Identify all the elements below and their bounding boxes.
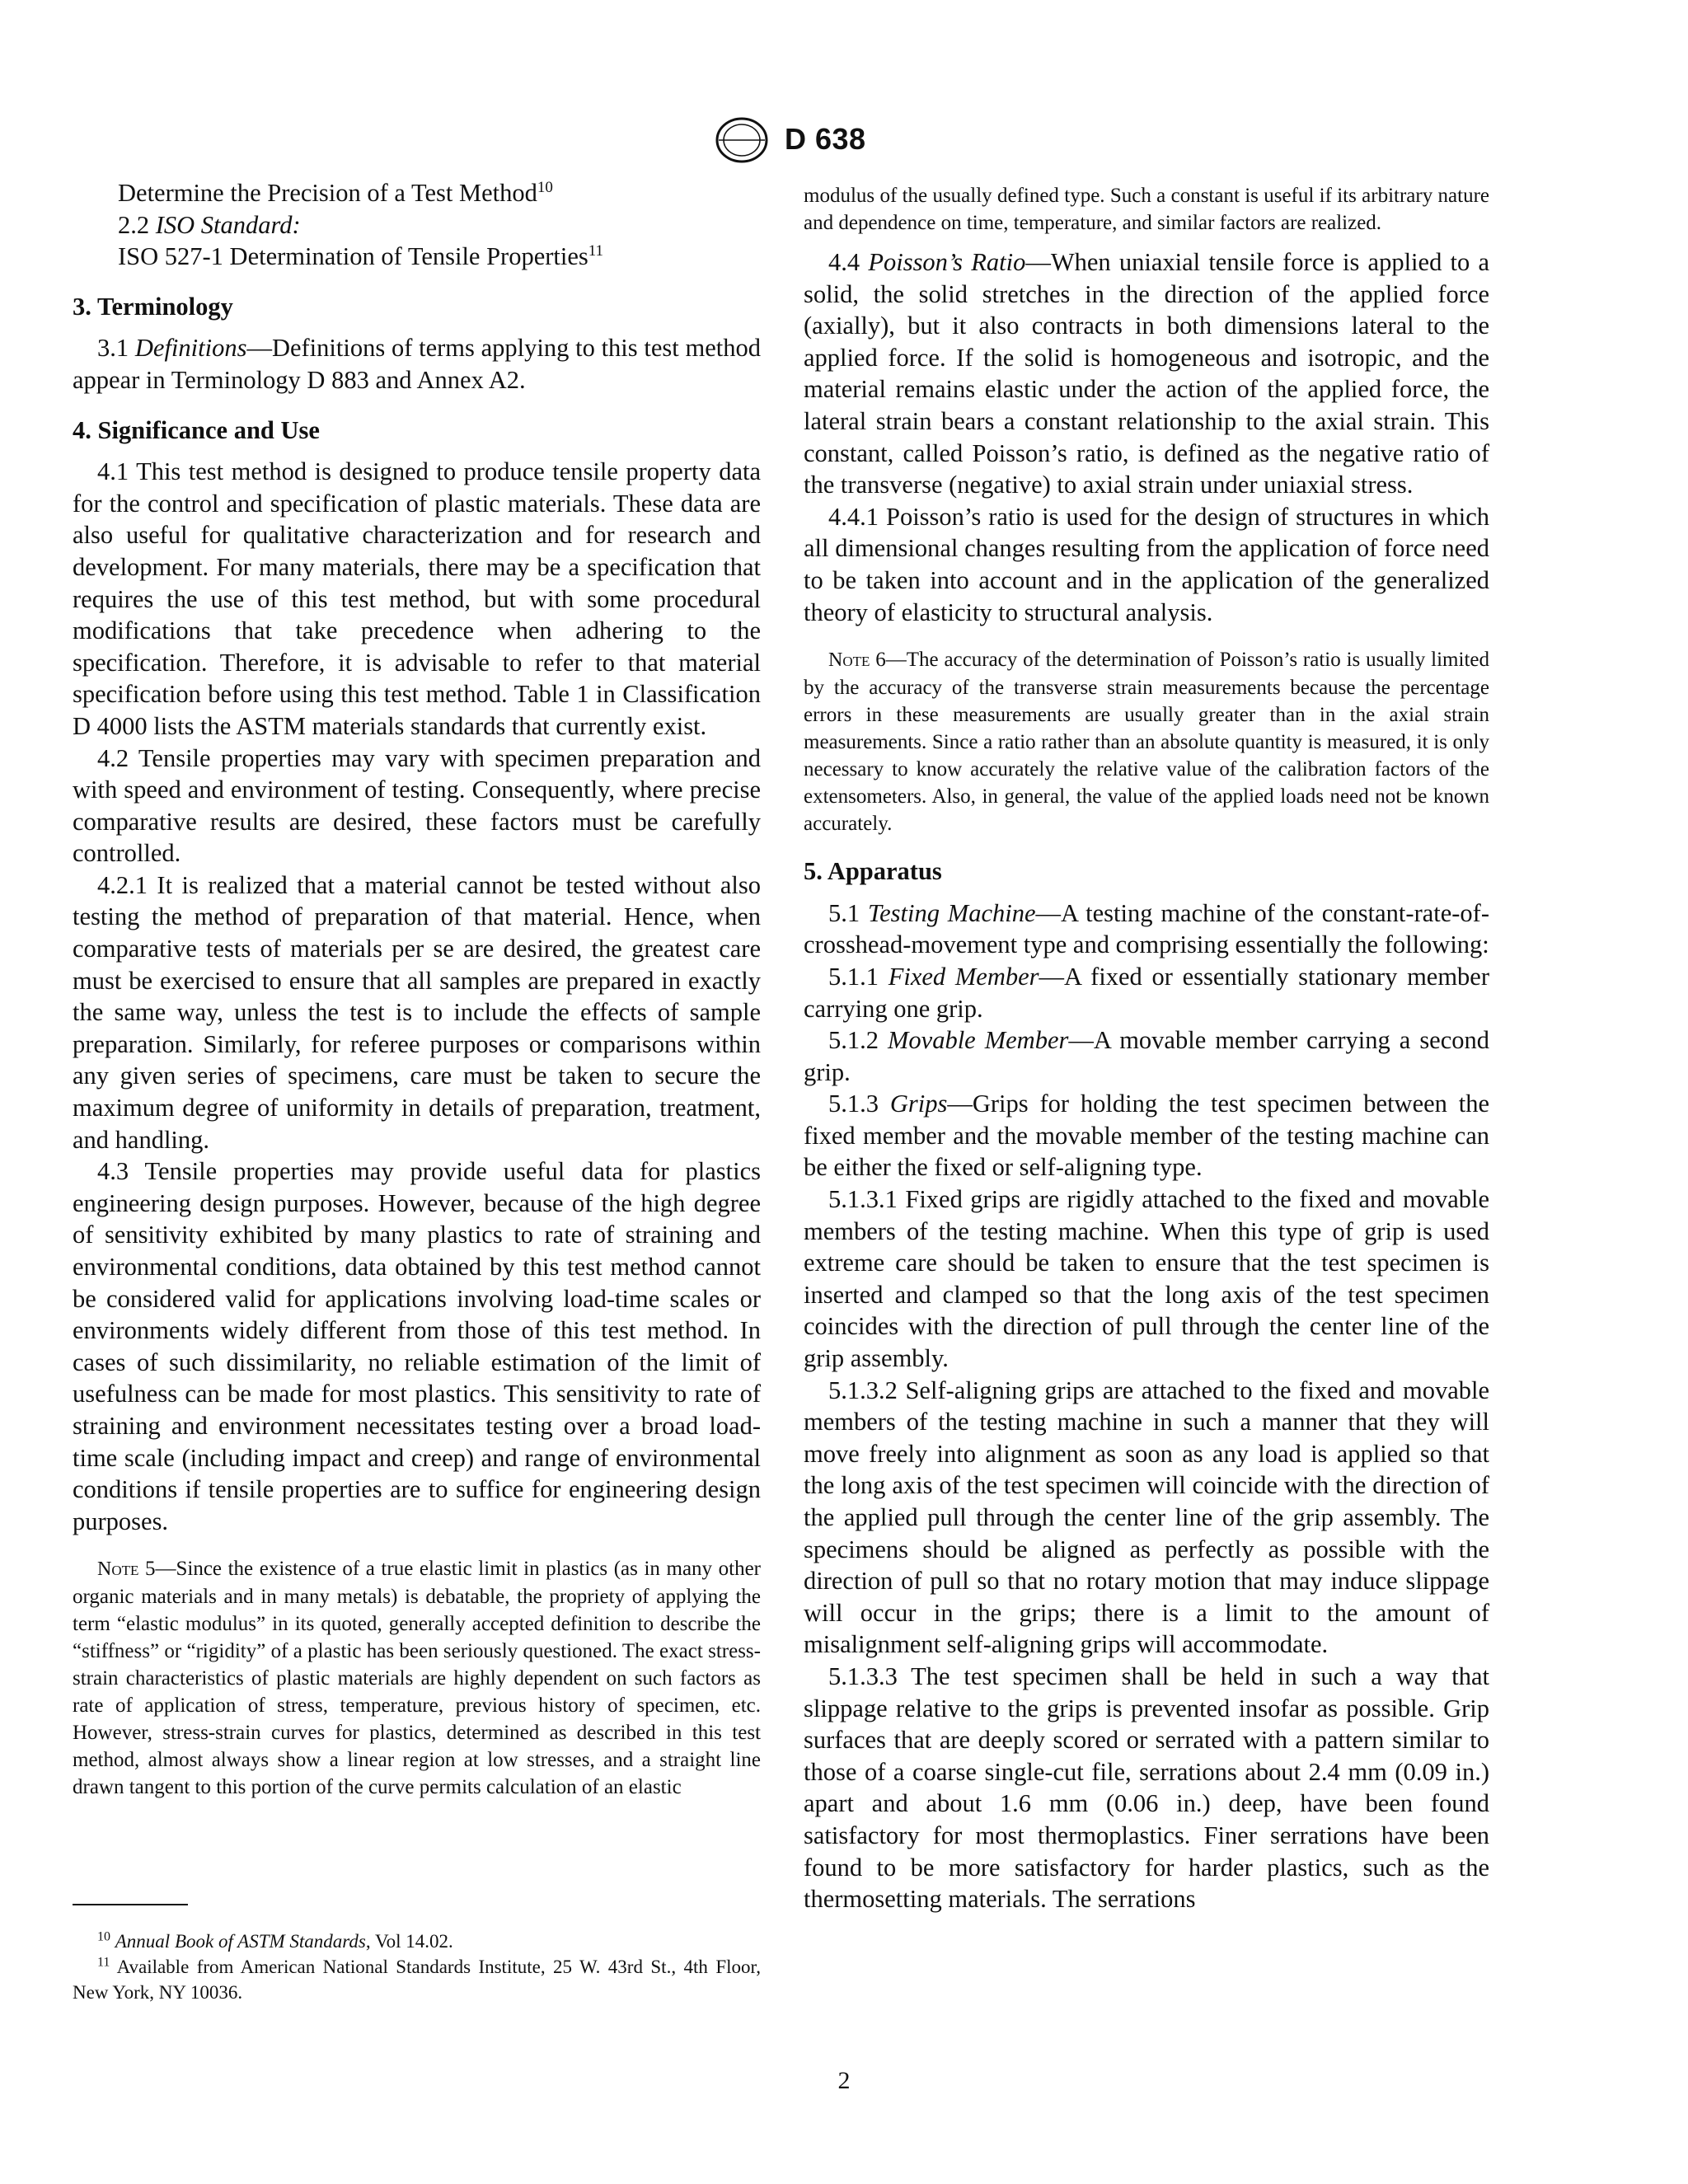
paragraph-4-4: 4.4 Poisson’s Ratio—When uniaxial tensile force is applied to a solid, the solid stretches in the direction of the applied force (axially), but it also contracts in both dimensions lateral to the applied force. If the solid is homogeneous and isotropic, and the material remains elastic under the action of the applied force, the lateral strain bears a constant relationship to the axial strain. This constant, called Poisson’s ratio, is defined as the negative ratio of the transverse (negative) to axial strain under uniaxial stress.: [804, 248, 1490, 499]
page-header: [709, 115, 907, 165]
note-5: Note 5—Since the existence of a true elastic limit in plastics (as in many other organic materials and in many metals) is debatable, the propriety of applying the term “elastic modulus” in its quoted, generally accepted definition to describe the “stiffness” or “rigidity” of a plastic has been seriously questioned. The exact stress-strain characteristics of plastic materials are highly dependent on such factors as rate of application of stress, temperature, previous history of specimen, etc. However, stress-strain curves for plastics, determined as described in this test method, almost always show a linear region at low stresses, and a straight line drawn tangent to this portion of the curve permits calculation of an elastic: [73, 1558, 761, 1799]
iso-standard-heading: 2.2 ISO Standard:: [118, 210, 301, 239]
paragraph-5-1-3-3: 5.1.3.3 The test specimen shall be held in such a way that slippage relative to the grips is prevented insofar as possible. Grip surfaces that are deeply scored or serrated with a pattern similar to those of a coarse single-cut file, serrations about 2.4 mm (0.09 in.) apart and about 1.6 mm (0.06 in.) deep, have been found satisfactory for most thermoplastics. Finer serrations have been found to be more satisfactory for harder plastics, such as the thermosetting materials. The serrations: [804, 1661, 1489, 1914]
section-4-heading: 4. Significance and Use: [73, 415, 320, 444]
iso-527-reference: ISO 527-1 Determination of Tensile Properties$^{11}$: [118, 242, 604, 271]
footnote-10: $^{10}$ Annual Book of ASTM Standards, Vol 14.02.: [97, 1929, 453, 1952]
paragraph-5-1-3: 5.1.3 Grips—Grips for holding the test specimen between the fixed member and the movable member of the testing machine can be either the fixed or self-aligning type.: [804, 1090, 1489, 1182]
paragraph-5-1-3-2: 5.1.3.2 Self-aligning grips are attached to the fixed and movable members of the testing machine in such a manner that they will move freely into alignment as soon as any load is applied so that the long axis of the test specimen will coincide with the direction of the applied pull through the center line of the grip assembly. The specimens should be aligned as perfectly as possible with the direction of pull so that no rotary motion that may induce slippage will occur in the grips; there is a limit to the amount of misalignment self-aligning grips will accommodate.: [804, 1376, 1489, 1659]
left-column: [73, 177, 761, 1801]
document-designation: D 638: [785, 122, 866, 156]
paragraph-4-4-1: 4.4.1 Poisson’s ratio is used for the design of structures in which all dimensional changes resulting from the application of force need to be taken into account and in the application of the generalized theory of elasticity to structural analysis.: [804, 502, 1489, 626]
footnote-rule: [73, 1904, 188, 1905]
paragraph-5-1: 5.1 Testing Machine—A testing machine of the constant-rate-of-crosshead-movement type and comprising essentially the following:: [804, 898, 1489, 959]
right-column: [804, 183, 1489, 1915]
footnote-11: $^{11}$ Available from American National Standards Institute, 25 W. 43rd St., 4th Floor, New York, NY 10036.: [73, 1955, 761, 2003]
section-3-heading: 3. Terminology: [73, 292, 233, 321]
reference-continued: Determine the Precision of a Test Method$^{10}$: [118, 178, 553, 207]
section-5-heading: 5. Apparatus: [804, 857, 942, 886]
paragraph-3-1: 3.1 Definitions—Definitions of terms applying to this test method appear in Terminology D 883 and Annex A2.: [73, 334, 761, 394]
note-6: Note 6—The accuracy of the determination of Poisson’s ratio is usually limited by the accuracy of the transverse strain measurements because the percentage errors in these measurements are usually greater than in the axial strain measurements. Since a ratio rather than an absolute quantity is measured, it is only necessary to know accurately the relative value of the calibration factors of the extensometers. Also, in general, the value of the applied loads need not be known accurately.: [804, 649, 1489, 836]
paragraph-5-1-2: 5.1.2 Movable Member—A movable member carrying a second grip.: [804, 1026, 1490, 1086]
paragraph-5-1-3-1: 5.1.3.1 Fixed grips are rigidly attached to the fixed and movable members of the testing machine. When this type of grip is used extreme care should be taken to ensure that the test specimen is inserted and clamped so that the long axis of the test specimen coincides with the direction of pull through the center line of the grip assembly.: [804, 1185, 1489, 1373]
note-5-continued: modulus of the usually defined type. Such a constant is useful if its arbitrary nature and dependence on time, temperature, and similar factors are realized.: [804, 185, 1489, 234]
astm-logo-icon: [709, 115, 775, 165]
paragraph-4-1: 4.1 This test method is designed to produce tensile property data for the control and specification of plastic materials. These data are also useful for qualitative characterization and for research and development. For many materials, there may be a specification that requires the use of this test method, but with some procedural modifications that take precedence when adhering to the specification. Therefore, it is advisable to refer to that material specification before using this test method. Table 1 in Classification D 4000 lists the ASTM materials standards that currently exist.: [73, 457, 761, 740]
paragraph-4-2: 4.2 Tensile properties may vary with specimen preparation and with speed and environment of testing. Consequently, where precise comparative results are desired, these factors must be carefully controlled.: [73, 743, 761, 868]
paragraph-4-2-1: 4.2.1 It is realized that a material cannot be tested without also testing the method of preparation of that material. Hence, when comparative tests of materials per se are desired, the greatest care must be exercised to ensure that all samples are prepared in exactly the same way, unless the test is to include the effects of sample preparation. Similarly, for referee purposes or comparisons within any given series of specimens, care must be taken to secure the maximum degree of uniformity in details of preparation, treatment, and handling.: [73, 870, 761, 1154]
paragraph-4-3: 4.3 Tensile properties may provide useful data for plastics engineering design purposes. However, because of the high degree of sensitivity exhibited by many plastics to rate of straining and environmental conditions, data obtained by this test method cannot be considered valid for applications involving load-time scales or environments widely different from those of this test method. In cases of such dissimilarity, no reliable estimation of the limit of usefulness can be made for most plastics. This sensitivity to rate of straining and environment necessitates testing over a broad load-time scale (including impact and creep) and range of environmental conditions if tensile properties are to suffice for engineering design purposes.: [73, 1157, 761, 1535]
page-number: 2: [837, 2067, 851, 2094]
paragraph-5-1-1: 5.1.1 Fixed Member—A fixed or essentially stationary member carrying one grip.: [804, 962, 1489, 1023]
footnotes: [73, 1929, 761, 2005]
